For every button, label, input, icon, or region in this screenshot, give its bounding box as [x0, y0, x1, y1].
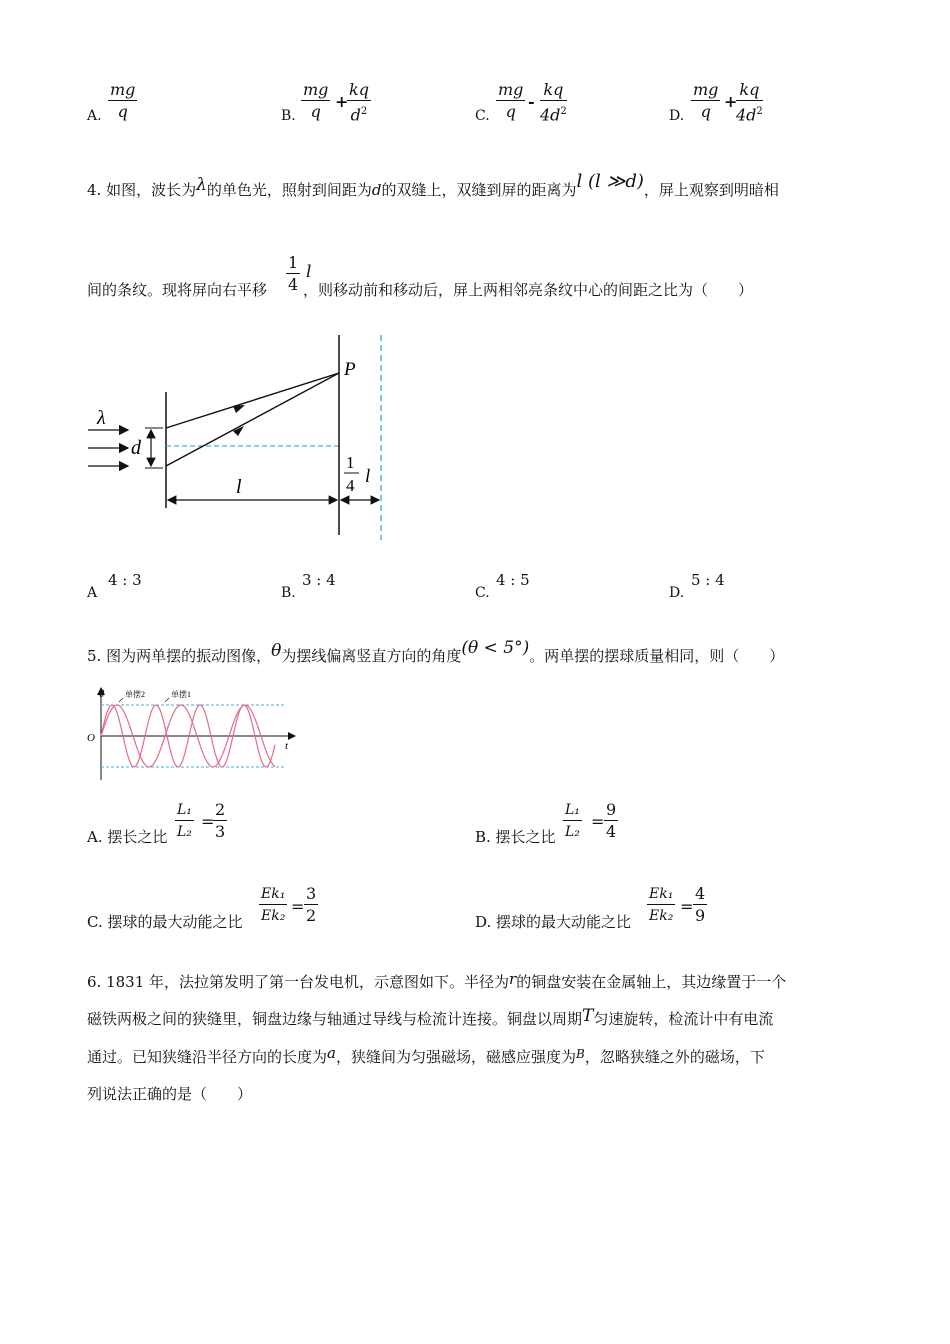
q5-option-a-eq: =: [201, 812, 215, 831]
q3-option-c-label: C.: [475, 108, 490, 124]
d-label: d: [131, 437, 141, 459]
q6-line-1: 6. 1831 年，法拉第发明了第一台发电机，示意图如下。半径为r的铜盘安装在金属轴上，其边缘置于一个: [87, 970, 787, 991]
q5-option-b-label: B. 摆长之比: [475, 828, 556, 846]
q3-option-b-label: B.: [281, 108, 296, 124]
q3-option-d-operator: +: [724, 92, 738, 111]
q3-option-b-fraction-1: $\frac{mg}{q}$: [303, 80, 329, 121]
q3-option-d-fraction-2: $\frac{kq}{4d^2}$: [736, 80, 763, 125]
q5-option-a-label: A. 摆长之比: [87, 828, 168, 846]
q4-option-c-label: C.: [475, 585, 490, 601]
theta-axis-label: θ: [99, 688, 105, 700]
double-slit-diagram: [85, 330, 405, 545]
q4-option-a-value: 4 : 3: [108, 571, 142, 589]
q4-shift-fraction: $\frac{1}{4}$: [288, 253, 299, 294]
q3-option-c-fraction-2: $\frac{kq}{4d^2}$: [540, 80, 567, 125]
q4-line-2: 间的条纹。现将屏向右平移 ，则移动前和移动后，屏上两相邻亮条纹中心的间距之比为（ ）: [87, 281, 754, 299]
q5-option-d-label: D. 摆球的最大动能之比: [475, 913, 632, 931]
legend-pendulum-1: 单摆1: [171, 690, 191, 699]
q5-option-a-rhs: $\frac{2}{3}$: [215, 800, 226, 841]
q4-line-1: 4. 如图，波长为λ的单色光，照射到间距为d的双缝上，双缝到屏的距离为l (l ≫d)，屏上观察到明暗相: [87, 171, 779, 199]
q5-option-c-eq: =: [291, 897, 305, 916]
time-axis-label: t: [285, 740, 289, 752]
q3-option-a-label: A.: [87, 108, 102, 124]
pendulum-graph: [85, 686, 300, 782]
q5-option-b-lhs: $\frac{\text{L₁}}{\text{L₂}}$: [565, 802, 580, 840]
q6-line-4: 列说法正确的是（ ）: [87, 1085, 253, 1103]
q5-option-c-rhs: $\frac{3}{2}$: [306, 884, 317, 925]
q6-line-2: 磁铁两极之间的狭缝里，铜盘边缘与轴通过导线与检流计连接。铜盘以周期T匀速旋转，检流计中有电流: [87, 1006, 774, 1028]
q3-option-c-operator: -: [528, 92, 535, 111]
origin-label: O: [87, 732, 95, 744]
p-label: P: [344, 359, 356, 380]
shift-frac-num: 1: [346, 453, 355, 472]
q5-option-b-eq: =: [591, 812, 605, 831]
lambda-label: λ: [97, 407, 106, 429]
shift-frac-var: l: [365, 466, 371, 487]
q3-option-d-label: D.: [669, 108, 685, 124]
q5-option-d-eq: =: [680, 897, 694, 916]
shift-frac-den: 4: [346, 476, 355, 495]
q6-line-3: 通过。已知狭缝沿半径方向的长度为a，狭缝间为匀强磁场，磁感应强度为$^B$，忽略狭缝之外的磁场，下: [87, 1044, 765, 1066]
q5-option-d-rhs: $\frac{4}{9}$: [695, 884, 706, 925]
q4-option-b-label: B.: [281, 585, 296, 601]
q3-option-a-fraction: $\frac{mg}{q}$: [110, 80, 136, 121]
q5-option-a-lhs: $\frac{\text{L₁}}{\text{L₂}}$: [177, 802, 192, 840]
legend-pendulum-2: 单摆2: [125, 690, 145, 699]
q4-option-d-label: D.: [669, 585, 685, 601]
q5-question: 5. 图为两单摆的振动图像，θ为摆线偏离竖直方向的角度(θ < 5°)。两单摆的摆球质量相同，则（ ）: [87, 638, 785, 665]
q5-option-d-lhs: $\frac{\text{Ek₁}}{\text{Ek₂}}$: [649, 886, 674, 924]
q4-shift-var: l: [306, 262, 312, 282]
l-label: l: [236, 476, 242, 498]
q4-option-b-value: 3 : 4: [302, 571, 336, 589]
q3-option-d-fraction-1: $\frac{mg}{q}$: [693, 80, 719, 121]
q5-option-b-rhs: $\frac{9}{4}$: [606, 800, 617, 841]
q3-option-c-fraction-1: $\frac{mg}{q}$: [498, 80, 524, 121]
q4-option-d-value: 5 : 4: [691, 571, 725, 589]
q5-option-c-label: C. 摆球的最大动能之比: [87, 913, 243, 931]
q3-option-b-fraction-2: $\frac{kq}{d^2}$: [349, 80, 369, 125]
q4-option-c-value: 4 : 5: [496, 571, 530, 589]
q5-option-c-lhs: $\frac{\text{Ek₁}}{\text{Ek₂}}$: [261, 886, 286, 924]
q4-option-a-label: A: [87, 585, 98, 601]
q3-option-b-operator: +: [335, 92, 349, 111]
